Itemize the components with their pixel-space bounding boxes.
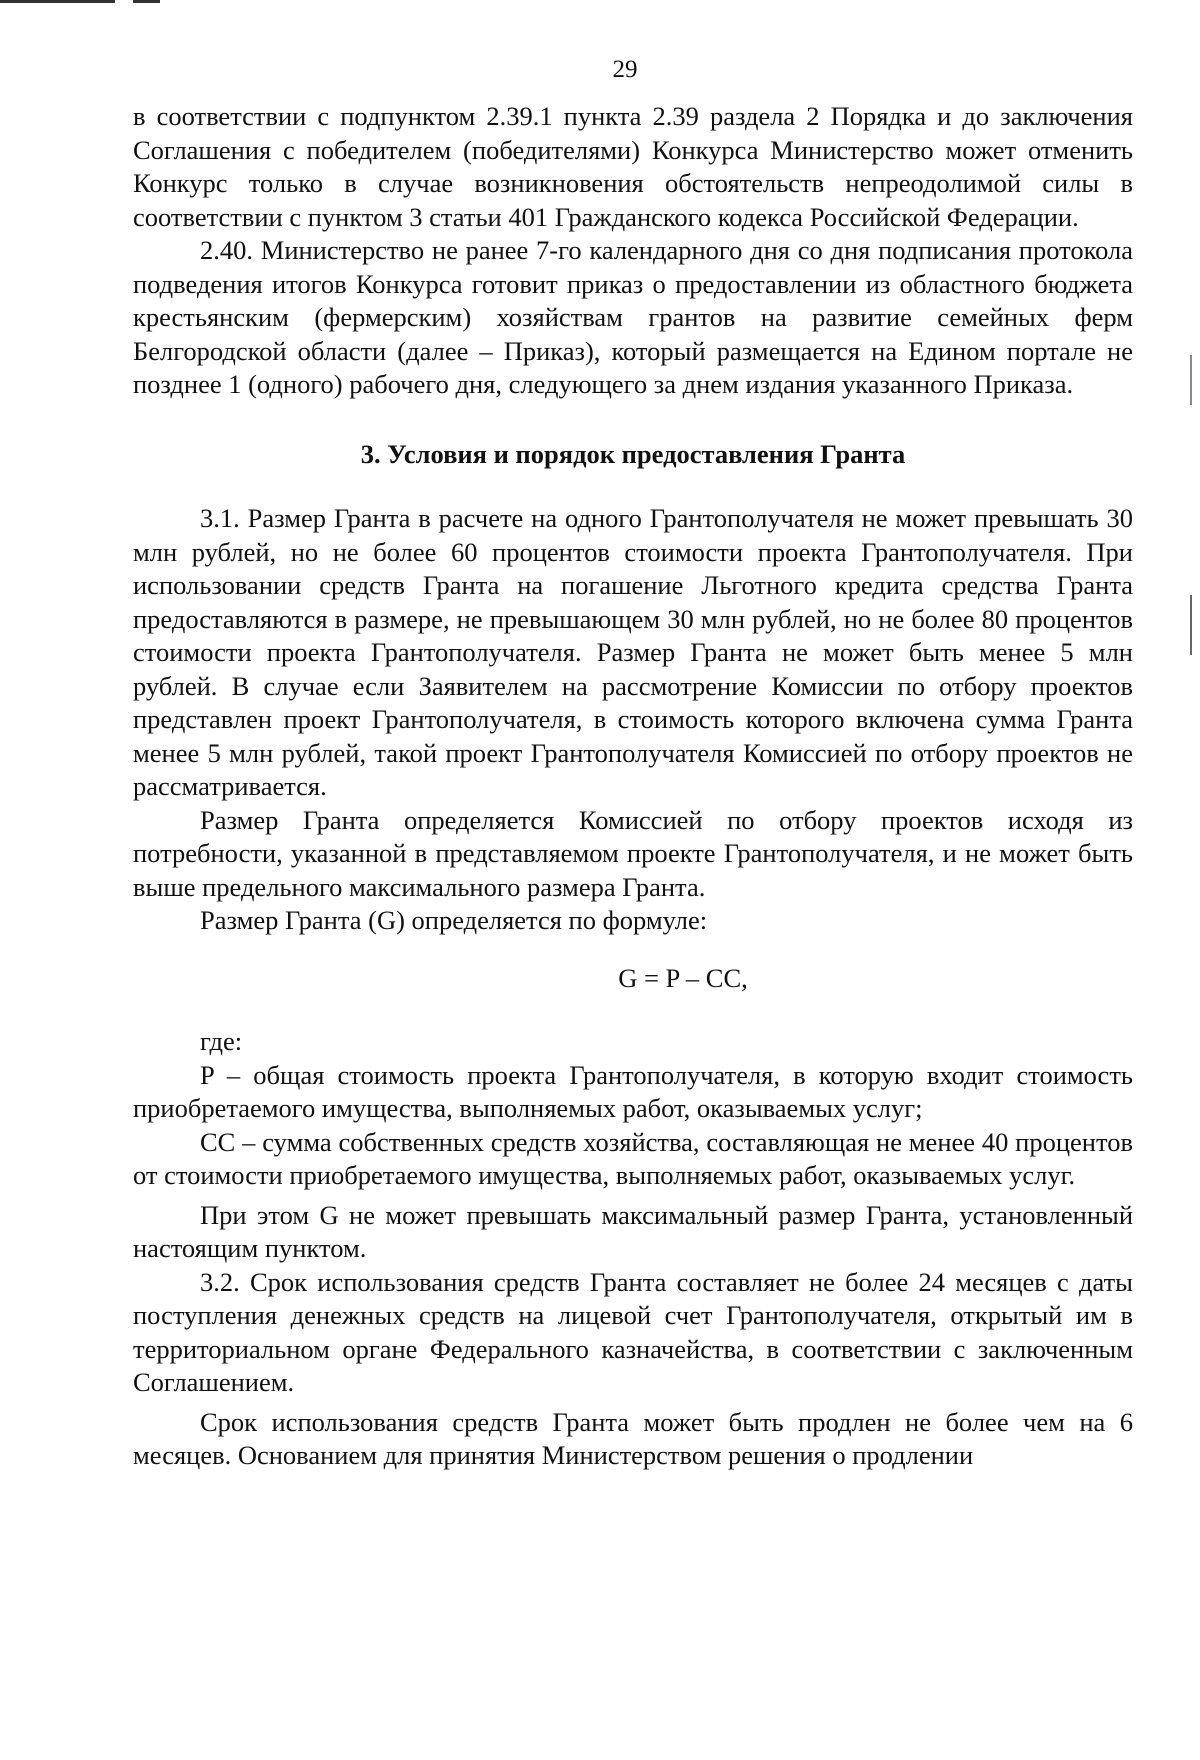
where-label: где:: [200, 1026, 243, 1056]
definition-p: P – общая стоимость проекта Грантополучателя, в которую входит стоимость приобретаемого имущества, выполняемых работ, оказываемых услуг;: [133, 1059, 1133, 1123]
paragraph-2-40: 2.40. Министерство не ранее 7-го календарного дня со дня подписания протокола подведения итогов Конкурса готовит приказ о предоставлении из областного бюджета крестьянским (фермерским) хозяйствам грантов на развитие семейных ферм Белгородской области (далее – Приказ), который размещается на Едином портале не позднее 1 (одного) рабочего дня, следующего за днем издания указанного Приказа.: [133, 235, 1133, 399]
paragraph-extension: Срок использования средств Гранта может быть продлен не более чем на 6 месяцев. Основанием для принятия Министерством решения о продлении: [133, 1406, 1133, 1470]
paragraph-3-1: 3.1. Размер Гранта в расчете на одного Грантополучателя не может превышать 30 млн рублей, но не более 60 процентов стоимости проекта Грантополучателя. При использовании средств Гранта на погашение Льготного кредита средства Гранта предоставляются в размере, не превышающем 30 млн рублей, но не более 80 процентов стоимости проекта Грантополучателя. Размер Гранта не может быть менее 5 млн рублей. В случае если Заявителем на рассмотрение Комиссии по отбору проектов представлен проект Грантополучателя, в стоимость которого включена сумма Гранта менее 5 млн рублей, такой проект Грантополучателя Комиссией по отбору проектов не рассматривается.: [133, 503, 1133, 801]
paragraph-continuation: в соответствии с подпунктом 2.39.1 пункта 2.39 раздела 2 Порядка и до заключения Соглашения с победителем (победителями) Конкурса Министерство может отменить Конкурс только в случае возникновения обстоятельств непреодолимой силы в соответствии с пунктом 3 статьи 401 Гражданского кодекса Российской Федерации.: [133, 101, 1133, 232]
paragraph-grant-size-determination: Размер Гранта определяется Комиссией по отбору проектов исходя из потребности, указанной в представляемом проекте Грантополучателя, и не может быть выше предельного максимального размера Гранта.: [133, 804, 1133, 902]
definition-cc: CC – сумма собственных средств хозяйства, составляющая не менее 40 процентов от стоимости приобретаемого имущества, выполняемых работ, оказываемых услуг.: [133, 1126, 1133, 1190]
grant-formula: G = P – CC,: [618, 962, 748, 993]
paragraph-g-limit: При этом G не может превышать максимальный размер Гранта, установленный настоящим пунктом.: [133, 1199, 1133, 1263]
scan-top-edge: [0, 0, 160, 3]
scan-top-edge-gap: [115, 0, 133, 3]
section-heading: 3. Условия и порядок предоставления Гранта: [360, 438, 906, 469]
paragraph-formula-intro: Размер Гранта (G) определяется по формуле:: [200, 905, 708, 935]
scan-margin-mark: [1190, 595, 1192, 655]
document-body: [133, 100, 1133, 1473]
paragraph-3-2: 3.2. Срок использования средств Гранта составляет не более 24 месяцев с даты поступления денежных средств на лицевой счет Грантополучателя, открытый им в территориальном органе Федерального казначейства, в соответствии с заключенным Соглашением.: [133, 1266, 1133, 1397]
scan-margin-mark: [1190, 355, 1192, 405]
page-number: 29: [612, 56, 638, 83]
